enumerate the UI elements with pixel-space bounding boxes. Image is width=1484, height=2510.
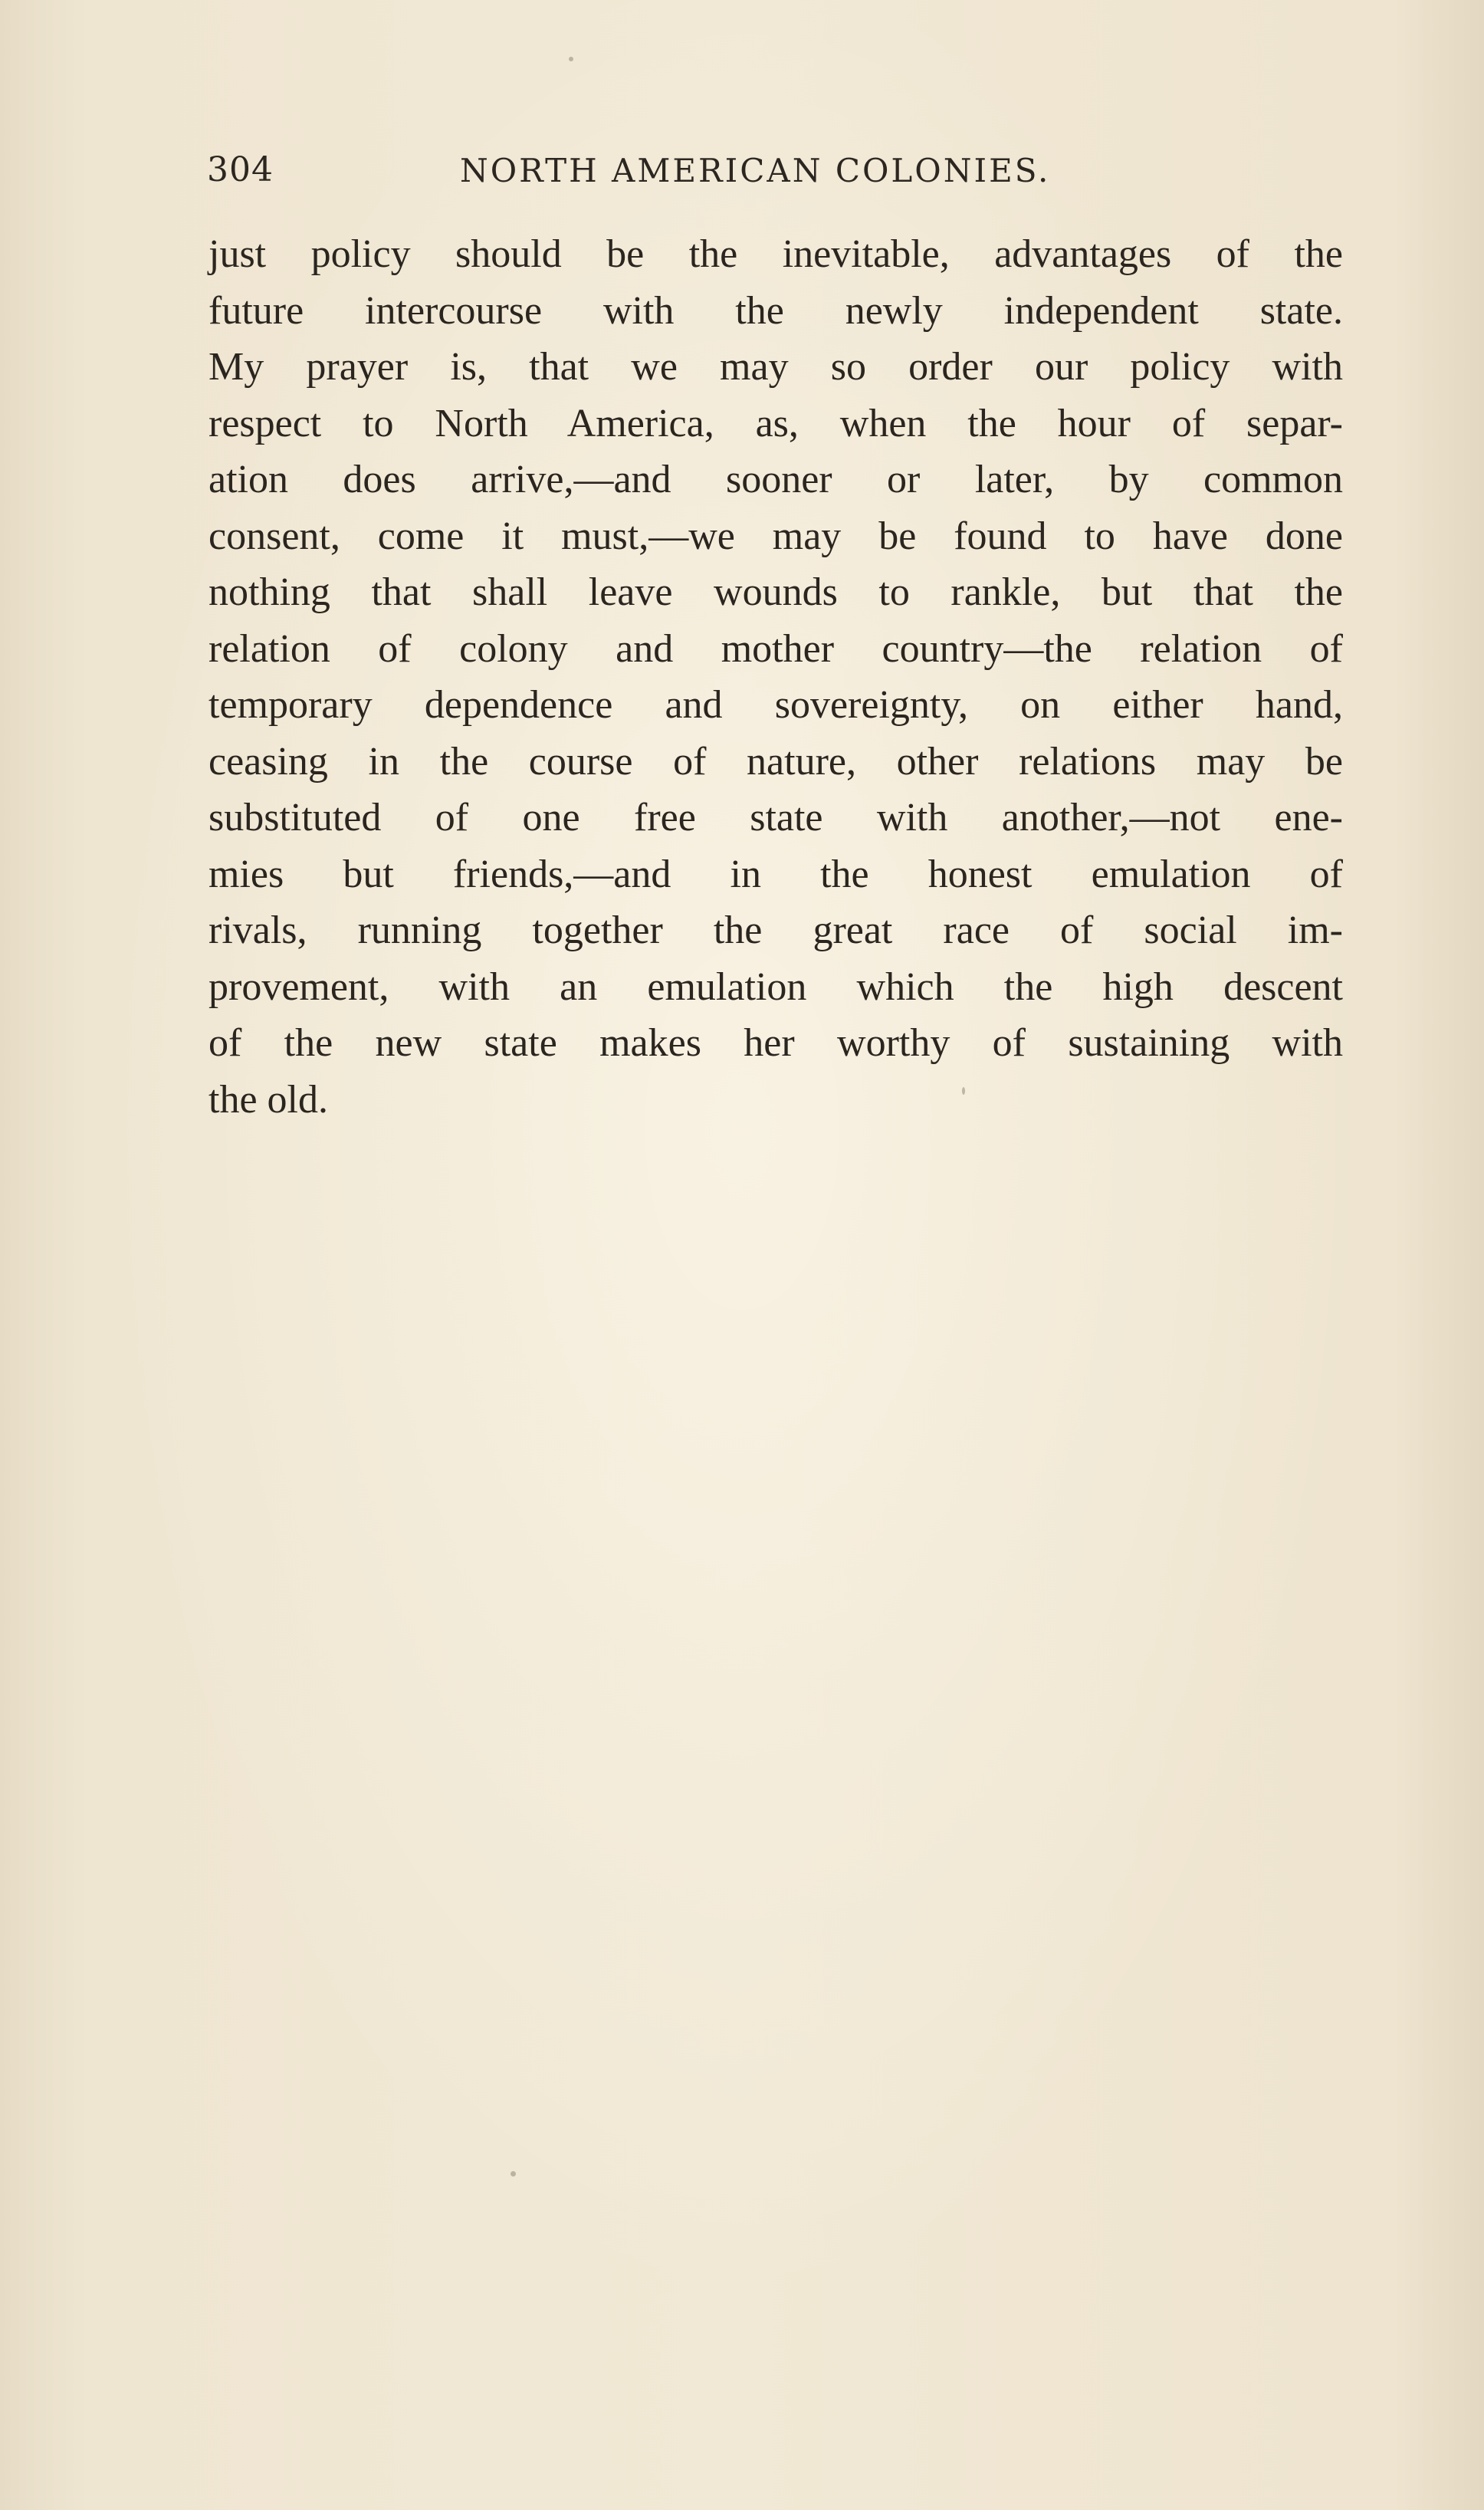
text-line: the old. (208, 1077, 328, 1122)
text-line: relation of colony and mother country—the relation of (208, 626, 1343, 671)
body-paragraph (208, 226, 1343, 1128)
text-line: ceasing in the course of nature, other relations may be (208, 739, 1343, 784)
text-line: temporary dependence and sovereignty, on either hand, (208, 683, 1343, 727)
text-line: provement, with an emulation which the high descent (208, 964, 1343, 1009)
text-line: ation does arrive,—and sooner or later, by common (208, 458, 1343, 501)
text-line: future intercourse with the newly independent state. (208, 288, 1343, 333)
page-number: 304 (207, 150, 274, 189)
running-head (207, 150, 1111, 204)
running-title: NORTH AMERICAN COLONIES. (460, 152, 1051, 189)
text-line: of the new state makes her worthy of sustaining with (208, 1021, 1343, 1065)
text-line: My prayer is, that we may so order our policy with (208, 345, 1343, 389)
paper-speck (962, 1087, 965, 1095)
text-line: substituted of one free state with another,—not ene- (208, 796, 1343, 839)
paper-speck (511, 2171, 516, 2177)
text-line: consent, come it must,—we may be found to have done (208, 514, 1343, 558)
text-line: mies but friends,—and in the honest emulation of (208, 852, 1343, 896)
text-line: nothing that shall leave wounds to rankle, but that the (208, 570, 1343, 614)
paper-speck (569, 57, 573, 61)
text-line: rivals, running together the great race of social im- (208, 908, 1343, 952)
text-line: just policy should be the inevitable, advantages of the (208, 232, 1343, 276)
text-line: respect to North America, as, when the hour of separ- (208, 401, 1343, 445)
